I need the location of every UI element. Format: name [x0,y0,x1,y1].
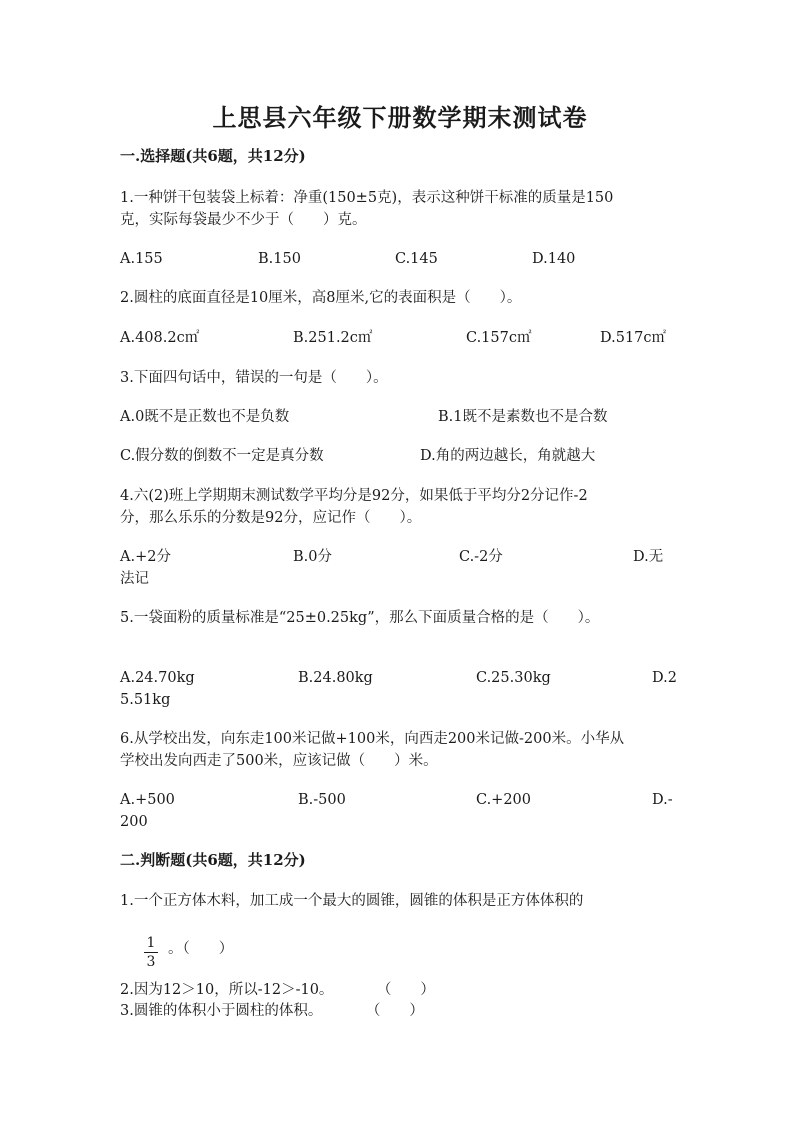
question-4-line-1: 4.六(2)班上学期期末测试数学平均分是92分，如果低于平均分2分记作-2 [120,488,588,504]
question-5-option-a: A.24.70kg [120,670,195,686]
fraction-denominator: 3 [146,954,156,970]
question-6-option-c: C.+200 [476,792,532,808]
judgement-1-line-1: 1.一个正方体木料，加工成一个最大的圆锥，圆锥的体积是正方体体积的 [120,893,584,909]
question-1-option-b: B.150 [258,251,301,267]
judgement-2: 2.因为12＞10，所以-12＞-10。 （ ） [120,982,435,998]
question-5-option-d: D.2 [652,670,677,686]
question-6-option-d-wrap: 200 [120,814,148,830]
question-2-line-1: 2.圆柱的底面直径是10厘米，高8厘米,它的表面积是（ ）。 [120,290,522,306]
question-1-line-2: 克，实际每袋最少不少于（ ）克。 [120,212,367,228]
section-heading-judgement: 二.判断题(共6题，共12分) [120,851,306,869]
fraction-numerator: 1 [146,935,156,951]
question-2-option-c: C.157c㎡ [466,330,532,346]
question-6-option-a: A.+500 [120,792,175,808]
judgement-3: 3.圆锥的体积小于圆柱的体积。 （ ） [120,1003,424,1019]
question-4-option-d: D.无 [633,549,664,565]
question-6-line-1: 6.从学校出发，向东走100米记做+100米，向西走200米记做-200米。小华从 [120,731,625,747]
question-1-option-d: D.140 [532,251,576,267]
question-4-option-d-wrap: 法记 [120,571,149,587]
question-3-option-d: D.角的两边越长，角就越大 [420,448,596,464]
question-5-option-b: B.24.80kg [298,670,373,686]
question-2-option-d: D.517c㎡ [600,330,667,346]
question-5-option-d-wrap: 5.51kg [120,692,171,708]
question-5-option-c: C.25.30kg [476,670,551,686]
question-1-line-1: 1.一种饼干包装袋上标着：净重(150±5克)，表示这种饼干标准的质量是150 [120,190,614,206]
question-5-line-1: 5.一袋面粉的质量标准是“25±0.25kg”，那么下面质量合格的是（ ）。 [120,610,600,626]
page-title: 上思县六年级下册数学期末测试卷 [212,103,588,132]
section-heading-choice: 一.选择题(共6题，共12分) [120,147,306,165]
question-1-option-c: C.145 [395,251,438,267]
fraction-bar [144,952,158,953]
question-4-option-c: C.-2分 [459,549,503,565]
question-2-option-a: A.408.2c㎡ [120,330,200,346]
question-4-option-b: B.0分 [293,549,332,565]
question-3-option-a: A.0既不是正数也不是负数 [120,409,290,425]
judgement-1-tail: 。（ ） [168,941,234,957]
question-2-option-b: B.251.2c㎡ [293,330,373,346]
question-3-option-c: C.假分数的倒数不一定是真分数 [120,448,324,464]
question-3-option-b: B.1既不是素数也不是合数 [438,409,608,425]
question-4-option-a: A.+2分 [120,549,171,565]
question-6-line-2: 学校出发向西走了500米，应该记做（ ）米。 [120,753,438,769]
question-3-line-1: 3.下面四句话中，错误的一句是（ ）。 [120,370,388,386]
question-6-option-d: D.- [652,792,673,808]
fraction-one-third [144,935,158,970]
question-6-option-b: B.-500 [298,792,346,808]
question-4-line-2: 分，那么乐乐的分数是92分，应记作（ ）。 [120,510,422,526]
question-1-option-a: A.155 [120,251,163,267]
